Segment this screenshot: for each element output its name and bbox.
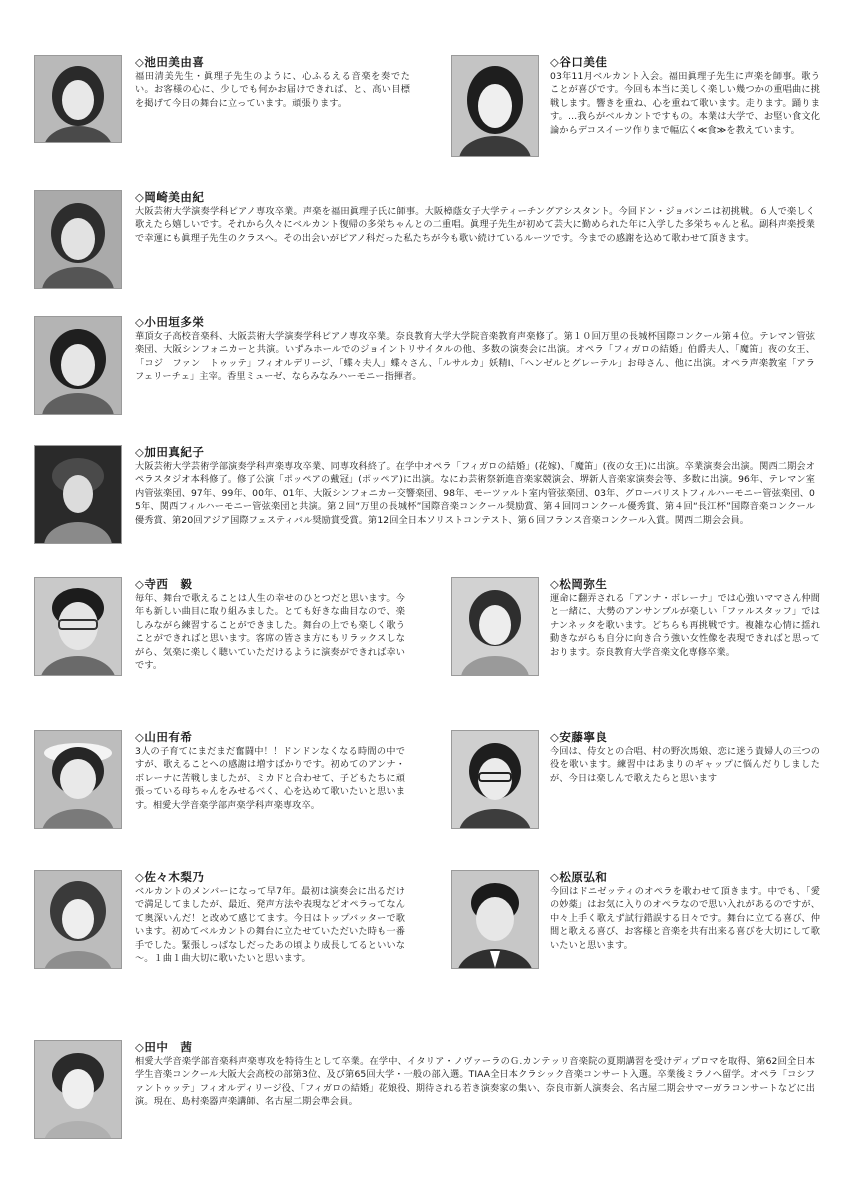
performer-name: ◇松原弘和 [550, 870, 608, 884]
portrait-photo [451, 55, 539, 157]
performer-bio: 福田清美先生・眞理子先生のように、心ふるえる音楽を奏でたい。お客様の心に、少しでも何かお届けできれば、と、高い目標を掲げて今日の舞台に立っています。頑張ります。 [135, 71, 410, 109]
performer-name: ◇谷口美佳 [550, 55, 608, 69]
portrait-photo [34, 870, 122, 969]
portrait-photo [34, 55, 122, 143]
performer-bio: 大阪芸術大学芸術学部演奏学科声楽専攻卒業、同専攻科終了。在学中オペラ「フィガロの結婚」(花嫁)、「魔笛」(夜の女王)に出演。卒業演奏会出演。関西二期会オペラスタジオ本科修了。修了公演「ポッペアの戴冠」(ポッペア)に出演。なにわ芸術祭新進音楽家競演会、堺新人音楽家演奏会等、多数に出演。96年、テレマン室内管弦楽団、97年、99年、00年、01年、大阪シンフォニカー交響楽団、98年、モーツァルト室内管弦楽団、03年、グローバリストフィルハーモニー管弦楽団、05年、関西フィルハーモニー管弦楽団と共演。第２回“万里の長城杯”国際音楽コンクール奨励賞、第４回同コンクール優秀賞、第４回“長江杯”国際音楽コンクール優秀賞、第20回アジア国際フェスティバル奨励賞受賞。第12回全日本ソリストコンテスト、第６回フランス音楽コンクール入賞。関西二期会会員。 [135, 461, 815, 526]
portrait-photo [34, 730, 122, 829]
performer-bio: 毎年、舞台で歌えることは人生の幸せのひとつだと思います。今年も新しい曲目に取り組みました。とても好きな曲目なので、楽しみながら練習することができました。舞台の上でも楽しく歌うことができればと思います。客席の皆さま方にもリラックスしながら、気楽に楽しく聴いていただけるように演奏ができれば幸いです。 [135, 593, 405, 672]
performer-name: ◇山田有希 [135, 730, 193, 744]
portrait-photo [451, 577, 539, 676]
performer-name: ◇岡崎美由紀 [135, 190, 205, 204]
performer-name: ◇安藤寧良 [550, 730, 608, 744]
performer-name: ◇池田美由喜 [135, 55, 205, 69]
portrait-photo [34, 445, 122, 544]
performer-bio: 03年11月ベルカント入会。福田眞理子先生に声楽を師事。歌うことが喜びです。今回も本当に美しく楽しい幾つかの重唱曲に挑戦します。響きを重ね、心を重ねて歌います。走ります。踊ります。…我らがベルカントですもの。本業は大学で、お堅い食文化論からデコスイーツ作りまで幅広く≪食≫を教えています。 [550, 71, 820, 136]
portrait-photo [451, 730, 539, 829]
portrait-photo [34, 1040, 122, 1139]
performer-name: ◇小田垣多栄 [135, 315, 205, 329]
portrait-photo [451, 870, 539, 969]
performer-name: ◇松岡弥生 [550, 577, 608, 591]
performer-name: ◇加田真紀子 [135, 445, 205, 459]
performer-bio: 今回は、侍女との合唱、村の野次馬娘、恋に迷う貴婦人の三つの役を歌います。練習中はあまりのギャップに悩んだりしましたが、今日は楽しんで歌えたらと思います [550, 746, 820, 784]
performer-bio: ベルカントのメンバーになって早7年。最初は演奏会に出るだけで満足してましたが、最近、発声方法や表現などオペラってなんて奥深いんだ！と改めて感じてます。今日はトップバッターで歌います。初めてベルカントの舞台に立たせていただいた時も一番手でした。緊張しっぱなしだったあの頃より成長してるといいな～。１曲１曲大切に歌いたいと思います。 [135, 886, 405, 965]
performer-name: ◇寺西 毅 [135, 577, 193, 591]
performer-bio: 今回はドニゼッティのオペラを歌わせて頂きます。中でも、「愛の妙薬」はお気に入りのオペラなので思い入れがあるのですが、中々上手く歌えず試行錯誤する日々です。舞台に立てる喜び、仲間と歌える喜び、お客様と音楽を共有出来る喜びを大切にして歌いたいと思います。 [550, 886, 820, 951]
performer-name: ◇佐々木梨乃 [135, 870, 205, 884]
portrait-photo [34, 190, 122, 289]
portrait-photo [34, 577, 122, 676]
portrait-photo [34, 316, 122, 415]
performer-bio: 3人の子育てにまだまだ奮闘中！！ドンドンなくなる時間の中ですが、歌えることへの感謝は増すばかりです。初めてのアンナ・ボレーナに苦戦しましたが、ミカドと合わせて、子どもたちに頑張っている母ちゃんをみせるべく、心を込めて歌いたいと思います。相愛大学音楽学部声楽学科声楽専攻卒。 [135, 746, 405, 811]
performer-bio: 相愛大学音楽学部音楽科声楽専攻を特待生として卒業。在学中、イタリア・ノヴァーラのＧ.カンテッリ音楽院の夏期講習を受けディプロマを取得、第62回全日本学生音楽コンクール大阪大会高校の部第3位、及び第65回大学・一般の部入選。TIAA全日本クラシック音楽コンサート入選。卒業後ミラノへ留学。オペラ「コシファントゥッテ」フィオルディリージ役、「フィガロの結婚」花娘役、期待される若き演奏家の集い、奈良市新人演奏会、名古屋二期会サマーガラコンサートなどに出演。現在、島村楽器声楽講師、名古屋二期会準会員。 [135, 1056, 815, 1108]
performer-name: ◇田中 茜 [135, 1040, 193, 1054]
performer-bio: 大阪芸術大学演奏学科ピアノ専攻卒業。声楽を福田眞理子氏に師事。大阪樟蔭女子大学ティーチングアシスタント。今回ドン・ジョバンニは初挑戦。６人で楽しく歌えたら嬉しいです。それから久々にベルカント復帰の多栄ちゃんとの二重唱。眞理子先生が初めて芸大に勤められた年に入学した多栄ちゃんと私。副科声楽授業で幸運にも眞理子先生のクラスへ。その出会いがピアノ科だった私たちが今も歌い続けているルーツです。今までの感謝を込めて歌わせて頂きます。 [135, 206, 815, 244]
performer-bio: 運命に翻弄される「アンナ・ボレーナ」では心強いママさん仲間と一緒に、大勢のアンサンブルが楽しい「ファルスタッフ」ではナンネッタを歌います。どちらも再挑戦です。複雑な心情に揺れ動きながらも自分に向き合う強い女性像を表現できればと思っております。奈良教育大学音楽文化専修卒業。 [550, 593, 820, 658]
performer-bio: 華頂女子高校音楽科、大阪芸術大学演奏学科ピアノ専攻卒業。奈良教育大学大学院音楽教育声楽修了。第１０回万里の長城杯国際コンクール第４位。テレマン管弦楽団、大阪シンフォニカーと共演。いずみホールでのジョイントリサイタルの他、多数の演奏会に出演。オペラ「フィガロの結婚」伯爵夫人、「魔笛」夜の女王、「コジ ファン トゥッテ」フィオルデリージ、「蝶々夫人」蝶々さん、「ルサルカ」妖精Ⅰ、「ヘンゼルとグレーテル」お母さん、他に出演。オペラ声楽教室「アラフェリーチェ」主宰。香里ミューゼ、ならみなみハーモニー指揮者。 [135, 331, 815, 383]
